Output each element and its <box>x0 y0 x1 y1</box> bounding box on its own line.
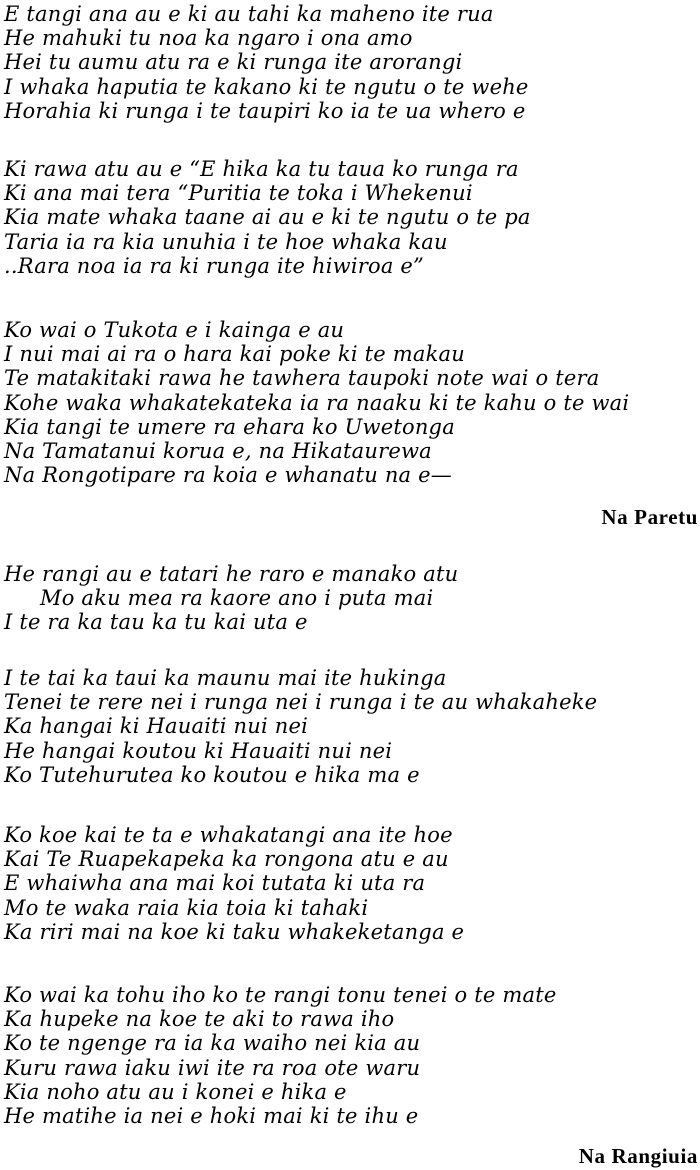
poem-line: Kohe waka whakatekateka ia ra naaku ki te kahu o te wai <box>4 390 630 415</box>
poem-line: Kia noho atu au i konei e hika e <box>4 1079 347 1104</box>
poem-line: Na Rongotipare ra koia e whanatu na e— <box>4 463 452 488</box>
poem-line: He matihe ia nei e hoki mai ki te ihu e <box>4 1104 419 1129</box>
poem1-stanza-2 <box>4 157 700 278</box>
poem-line: Ka riri mai na koe ki taku whakeketanga e <box>4 919 465 944</box>
poem1-stanza-1 <box>4 2 700 123</box>
poem-line: He hangai koutou ki Hauaiti nui nei <box>4 738 393 763</box>
poem-line: Ki rawa atu au e “E hika ka tu taua ko runga ra <box>4 157 519 181</box>
poem-line: Kia tangi te umere ra ehara ko Uwetonga <box>4 414 455 439</box>
poem-line: Kia mate whaka taane ai au e ki te ngutu o te pa <box>4 205 531 230</box>
poem-line: He mahuki tu noa ka ngaro i ona amo <box>4 26 413 51</box>
poem-line: Taria ia ra kia unuhia i te hoe whaka kau <box>4 229 448 254</box>
poem-line: He rangi au e tatari he raro e manako atu <box>4 562 459 586</box>
poem1-stanza-3 <box>4 318 700 487</box>
poem-line: Te matakitaki rawa he tawhera taupoki note wai o tera <box>4 366 600 391</box>
poem-line: Ka hangai ki Hauaiti nui nei <box>4 714 309 739</box>
poem2-stanza-3 <box>4 823 700 944</box>
poem-line: Ko wai o Tukota e i kainga e au <box>4 318 345 342</box>
poem-line: Horahia ki runga i te taupiri ko ia te ua whero e <box>4 98 526 123</box>
poem2-stanza-4 <box>4 983 700 1128</box>
poem-line: Ko koe kai te ta e whakatangi ana ite hoe <box>4 823 453 847</box>
author-signature: Na Paretu <box>601 505 698 529</box>
poem-line: Tenei te rere nei i runga nei i runga i te au whakaheke <box>4 690 598 715</box>
poem-line: Mo te waka raia kia toia ki tahaki <box>4 895 369 920</box>
poem-line: Kuru rawa iaku iwi ite ra roa ote waru <box>4 1055 421 1080</box>
poem-line: Hei tu aumu atu ra e ki runga ite arorangi <box>4 50 463 75</box>
poem-line: Ko wai ka tohu iho ko te rangi tonu tenei o te mate <box>4 983 557 1007</box>
poem-line: Na Tamatanui korua e, na Hikataurewa <box>4 439 432 464</box>
poem-line: Mo aku mea ra kaore ano i puta mai <box>40 586 434 611</box>
poem-line: Ka hupeke na koe te aki to rawa iho <box>4 1007 395 1032</box>
poem-line: I te tai ka taui ka maunu mai ite hukinga <box>4 666 447 690</box>
poem-line: I nui mai ai ra o hara kai poke ki te makau <box>4 342 465 367</box>
poem-line: I whaka haputia te kakano ki te ngutu o te wehe <box>4 74 529 99</box>
poem2-stanza-1 <box>4 562 700 635</box>
poem-line: E tangi ana au e ki au tahi ka maheno ite rua <box>4 2 494 26</box>
author-signature: Na Rangiuia <box>578 1144 698 1168</box>
poem-line: I te ra ka tau ka tu kai uta e <box>4 610 308 635</box>
poem-line: Ko Tutehurutea ko koutou e hika ma e <box>4 762 420 787</box>
poem-line: E whaiwha ana mai koi tutata ki uta ra <box>4 871 426 896</box>
poem-line: Kai Te Ruapekapeka ka rongona atu e au <box>4 847 449 872</box>
poem-line: ..Rara noa ia ra ki runga ite hiwiroa e” <box>4 253 424 278</box>
poem-line: Ki ana mai tera “Puritia te toka i Whekenui <box>4 181 473 206</box>
poem-line: Ko te ngenge ra ia ka waiho nei kia au <box>4 1031 421 1056</box>
poem2-stanza-2 <box>4 666 700 787</box>
